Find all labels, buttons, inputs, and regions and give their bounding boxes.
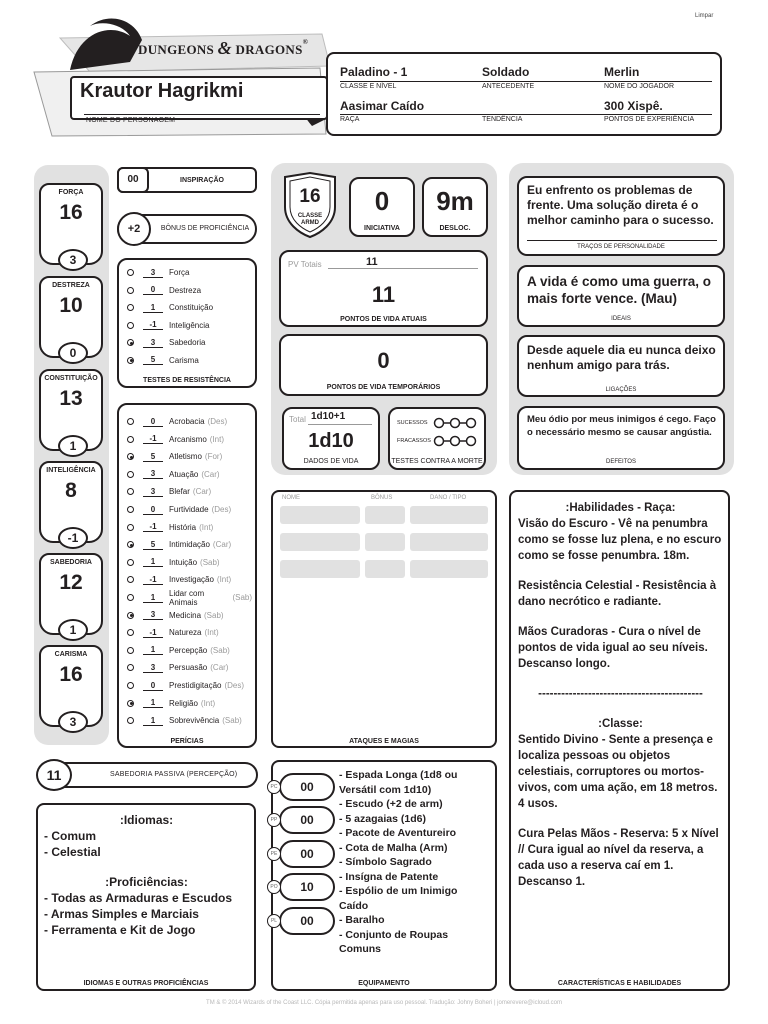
skill-row[interactable] [127, 466, 220, 483]
ability-modifier[interactable]: -1 [58, 527, 88, 549]
attack-row-2-damage[interactable] [410, 533, 488, 551]
text-line: - Insígna de Patente [339, 870, 439, 883]
ability-box [39, 183, 103, 265]
coin-type-label: PL [267, 914, 281, 928]
text-line: Resistência Celestial - Resistência à dano necrótico e radiante. [518, 580, 717, 608]
bonds-text[interactable]: Desde aquele dia eu nunca deixo nenhum amigo para trás. [527, 343, 716, 372]
skill-row[interactable] [127, 712, 242, 729]
skill-row[interactable] [127, 571, 231, 588]
proficiency-dot-icon[interactable] [127, 339, 134, 346]
inspiration-label: INSPIRAÇÃO [180, 177, 224, 184]
skill-row[interactable] [127, 431, 224, 448]
modifier-value[interactable]: 1 [143, 593, 163, 603]
row-name: Intimidação [169, 540, 210, 550]
ability-abbreviation: (Sab) [204, 610, 224, 620]
skill-row[interactable] [127, 642, 230, 659]
proficiency-dot-icon[interactable] [127, 524, 134, 531]
ability-score[interactable]: 10 [59, 294, 83, 317]
equipment-label: EQUIPAMENTO [358, 980, 410, 987]
row-name: Blefar [169, 487, 190, 497]
ideals-text[interactable]: A vida é como uma guerra, o mais forte vence. (Mau) [527, 274, 712, 306]
modifier-value[interactable]: 5 [143, 355, 163, 365]
proficiency-dot-icon[interactable] [127, 488, 134, 495]
max-hp-label: PV Totais [288, 260, 322, 269]
modifier-value[interactable]: 0 [143, 681, 163, 691]
row-name: Medicina [169, 610, 202, 620]
modifier-value[interactable]: -1 [143, 522, 163, 532]
hit-dice-total-label: Total [289, 415, 306, 424]
skill-row[interactable] [127, 624, 219, 641]
attack-row-3-damage[interactable] [410, 560, 488, 578]
coin-type-label: PO [267, 880, 281, 894]
ability-abbreviation: (Int) [216, 575, 232, 585]
proficiency-dot-icon[interactable] [127, 612, 134, 619]
coin-type-label: PE [267, 847, 281, 861]
ability-abbreviation: (For) [204, 452, 223, 462]
ability-modifier[interactable]: 3 [58, 249, 88, 271]
proficiency-dot-icon[interactable] [127, 664, 134, 671]
ability-abbreviation: (Car) [201, 469, 220, 479]
row-name: Furtividade [169, 505, 209, 514]
hit-dice-label: DADOS DE VIDA [303, 458, 359, 465]
proficiency-dot-icon[interactable] [127, 471, 134, 478]
ability-name: SABEDORIA [49, 559, 92, 566]
skill-row[interactable] [127, 554, 220, 571]
saving-throw-row[interactable] [127, 352, 199, 369]
hit-dice-total-value[interactable]: 1d10+1 [311, 411, 346, 422]
class-level-label: CLASSE E NÍVEL [340, 83, 397, 90]
skill-row[interactable] [127, 448, 222, 465]
proficiency-dot-icon[interactable] [127, 559, 134, 566]
saving-throw-row[interactable] [127, 264, 189, 281]
ability-name: INTELIGÊNCIA [46, 467, 96, 474]
ability-score[interactable]: 12 [59, 571, 83, 594]
text-line: Sentido Divino - Sente a presença e localiza pessoas ou objetos celestiais, corruptores ou mortos-vivos, com uma ação, em 18 metros. 4 usos. [518, 734, 718, 810]
skill-row[interactable] [127, 607, 224, 624]
attacks-col-bonus: BÔNUS [371, 495, 393, 501]
ability-score[interactable]: 13 [59, 387, 83, 410]
text-line [518, 702, 723, 716]
text-line: :Proficiências: [105, 875, 188, 889]
attack-row-2-bonus[interactable] [365, 533, 405, 551]
logo-text: DUNGEONS & DRAGONS® [138, 38, 309, 58]
armor-class-value[interactable]: 16 [299, 186, 321, 207]
death-save-circles[interactable] [433, 416, 481, 448]
text-line: - Todas as Armaduras e Escudos [44, 891, 233, 905]
ability-modifier[interactable]: 1 [58, 435, 88, 457]
proficiency-label: BÔNUS DE PROFICIÊNCIA [160, 225, 250, 232]
race-label: RAÇA [340, 116, 360, 123]
max-hp-value[interactable]: 11 [366, 256, 378, 268]
saving-throw-row[interactable] [127, 317, 209, 334]
speed-label: DESLOC. [439, 225, 471, 232]
text-line: :Idiomas: [119, 813, 174, 827]
equipment-text [339, 768, 489, 957]
skill-row[interactable] [127, 519, 213, 536]
ability-score[interactable]: 8 [65, 479, 77, 502]
ability-abbreviation: (Sab) [222, 716, 242, 726]
attacks-label: ATAQUES E MAGIAS [349, 738, 419, 745]
saving-throw-row[interactable] [127, 334, 205, 351]
modifier-value[interactable]: 1 [143, 303, 163, 313]
modifier-value[interactable]: 1 [143, 698, 163, 708]
text-line: - Celestial [44, 845, 101, 859]
row-name: Força [169, 268, 190, 277]
text-line [518, 812, 723, 826]
modifier-value[interactable]: 3 [143, 268, 163, 278]
text-line: - Pacote de Aventureiro [339, 827, 457, 839]
row-name: Destreza [169, 285, 202, 295]
proficiency-dot-icon[interactable] [127, 682, 134, 689]
row-name: Percepção [169, 645, 208, 655]
modifier-value[interactable]: -1 [143, 628, 163, 638]
modifier-value[interactable]: -1 [143, 320, 163, 330]
ability-box [39, 369, 103, 451]
ability-abbreviation: (Des) [211, 505, 232, 514]
race-value[interactable]: Aasimar Caído [340, 99, 425, 113]
row-name: Religião [169, 698, 198, 708]
experience-value[interactable]: 300 Xispê. [604, 99, 663, 113]
row-name: Lidar com Animais [169, 588, 205, 607]
saving-throw-row[interactable] [127, 282, 201, 299]
bonds-label: LIGAÇÕES [605, 387, 637, 393]
coin-value[interactable]: 00 [279, 907, 335, 935]
ability-box [39, 553, 103, 635]
ability-modifier[interactable]: 0 [58, 342, 88, 364]
proficiency-dot-icon[interactable] [127, 594, 134, 601]
temp-hp-label: PONTOS DE VIDA TEMPORÁRIOS [326, 384, 441, 391]
death-fail-label: FRACASSOS [397, 438, 431, 444]
modifier-value[interactable]: 3 [143, 610, 163, 620]
initiative-value[interactable]: 0 [374, 186, 390, 216]
proficiency-dot-icon[interactable] [127, 506, 134, 513]
current-hp-value[interactable]: 11 [371, 282, 396, 307]
modifier-value[interactable]: 3 [143, 487, 163, 497]
proficiencies-text [44, 812, 249, 938]
ability-abbreviation: (Des) [224, 681, 245, 690]
row-name: Atuação [169, 469, 199, 479]
flaws-label: DEFEITOS [606, 459, 636, 465]
text-line: - Escudo (+2 de arm) [339, 798, 443, 810]
attack-row-3-name[interactable] [280, 560, 360, 578]
text-line: - Cota de Malha (Arm) [339, 841, 448, 854]
proficiency-dot-icon[interactable] [127, 418, 134, 425]
text-line [44, 860, 249, 874]
text-line: - 5 azagaias (1d6) [339, 812, 426, 825]
modifier-value[interactable]: -1 [143, 434, 163, 444]
text-line: - Símbolo Sagrado [339, 856, 432, 868]
attack-row-1-bonus[interactable] [365, 506, 405, 524]
ability-abbreviation: (Car) [192, 487, 212, 497]
proficiency-dot-icon[interactable] [127, 700, 134, 707]
row-name: Constituição [169, 303, 214, 312]
modifier-value[interactable]: 0 [143, 505, 163, 515]
proficiency-dot-icon[interactable] [127, 541, 134, 548]
skill-row[interactable] [127, 659, 228, 676]
proficiency-dot-icon[interactable] [127, 322, 134, 329]
skill-row[interactable] [127, 501, 231, 518]
death-success-label: SUCESSOS [397, 420, 428, 426]
ability-name: FORÇA [58, 189, 84, 196]
row-name: Natureza [169, 628, 202, 638]
proficiency-dot-icon[interactable] [127, 629, 134, 636]
ability-abbreviation: (Sab) [200, 557, 220, 567]
row-name: Persuasão [169, 663, 208, 673]
flaws-text[interactable]: Meu ódio por meus inimigos é cego. Faço o necessário mesmo se causar angústia. [527, 414, 716, 438]
ability-modifier[interactable]: 1 [58, 619, 88, 641]
proficiency-dot-icon[interactable] [127, 576, 134, 583]
proficiency-dot-icon[interactable] [127, 717, 134, 724]
skill-row[interactable] [127, 589, 252, 606]
features-label: CARACTERÍSTICAS E HABILIDADES [557, 980, 682, 987]
saving-throw-row[interactable] [127, 299, 213, 316]
modifier-value[interactable]: 0 [143, 285, 163, 295]
ability-score[interactable]: 16 [59, 663, 83, 686]
personality-traits-text[interactable]: Eu enfrento os problemas de frente. Uma solução direta é o melhor caminho para o sucesso. [527, 183, 714, 227]
attacks-col-name: NOME [282, 495, 300, 501]
ability-abbreviation: (Int) [199, 522, 214, 532]
ability-abbreviation: (Sab) [232, 593, 252, 602]
skills-label: PERÍCIAS [170, 738, 204, 745]
modifier-value[interactable]: 0 [143, 417, 163, 427]
row-name: Intuição [169, 557, 198, 567]
proficiency-dot-icon[interactable] [127, 453, 134, 460]
saving-throws-label: TESTES DE RESISTÊNCIA [143, 377, 231, 384]
passive-perception-label: SABEDORIA PASSIVA (PERCEPÇÃO) [110, 771, 238, 778]
speed-value[interactable]: 9m [436, 186, 474, 216]
passive-perception-value[interactable]: 11 [36, 759, 72, 791]
text-line: ------------------------------------------- [538, 688, 703, 700]
text-line [518, 564, 723, 578]
row-name: História [169, 522, 197, 532]
text-line: - Armas Simples e Marciais [44, 907, 199, 921]
row-name: Investigação [169, 575, 214, 585]
text-line: - Conjunto de Roupas Comuns [339, 928, 449, 955]
skill-row[interactable] [127, 483, 211, 500]
footer-copyright: TM & © 2014 Wizards of the Coast LLC. Cópia permitida apenas para uso pessoal. Tradução: Johny Boheri | jomerevere@icloud.com [206, 1000, 562, 1006]
ability-box [39, 461, 103, 543]
initiative-label: INICIATIVA [364, 225, 400, 232]
ability-modifier[interactable]: 3 [58, 711, 88, 733]
hit-dice-value[interactable]: 1d10 [308, 430, 354, 452]
attack-row-3-bonus[interactable] [365, 560, 405, 578]
row-name: Sabedoria [169, 338, 206, 347]
modifier-value[interactable]: 1 [143, 557, 163, 567]
proficiency-dot-icon[interactable] [127, 357, 134, 364]
background-label: ANTECEDENTE [482, 83, 535, 90]
skill-row[interactable] [127, 536, 231, 553]
modifier-value[interactable]: 3 [143, 469, 163, 479]
features-text [518, 500, 723, 890]
row-name: Prestidigitação [169, 681, 222, 690]
text-line: - Espada Longa (1d8 ou Versátil com 1d10) [339, 769, 458, 796]
row-name: Arcanismo [169, 434, 207, 444]
ability-abbreviation: (Int) [200, 698, 216, 708]
ability-abbreviation: (Car) [212, 540, 232, 550]
proficiency-dot-icon[interactable] [127, 647, 134, 654]
coin-value[interactable]: 00 [279, 773, 335, 801]
ability-name: CONSTITUIÇÃO [44, 375, 98, 382]
coin-value[interactable]: 00 [279, 806, 335, 834]
background-value[interactable]: Soldado [482, 65, 530, 79]
text-line: Mãos Curadoras - Cura o nível de pontos de vida igual ao seu níveis. Descanso longo. [518, 626, 708, 670]
player-name-label: NOME DO JOGADOR [604, 83, 675, 90]
coin-type-label: PP [267, 813, 281, 827]
ability-box [39, 276, 103, 358]
character-name[interactable]: Krautor Hagrikmi [80, 80, 244, 102]
text-line: - Ferramenta e Kit de Jogo [44, 923, 196, 937]
ability-name: CARISMA [54, 651, 88, 658]
modifier-value[interactable]: 1 [143, 716, 163, 726]
personality-traits-label: TRAÇOS DE PERSONALIDADE [577, 244, 665, 250]
text-line [518, 672, 723, 686]
proficiencies-label: IDIOMAS E OUTRAS PROFICIÊNCIAS [83, 980, 209, 987]
ability-abbreviation: (Int) [204, 628, 219, 638]
proficiency-dot-icon[interactable] [127, 269, 134, 276]
row-name: Carisma [169, 355, 199, 365]
character-name-label: NOME DO PERSONAGEM [86, 117, 176, 124]
attacks-box [271, 490, 497, 748]
player-name-value[interactable]: Merlin [604, 65, 640, 79]
alignment-label: TENDÊNCIA [482, 116, 523, 123]
inspiration-value[interactable]: 00 [117, 167, 149, 193]
current-hp-label: PONTOS DE VIDA ATUAIS [340, 316, 427, 323]
modifier-value[interactable]: 1 [143, 645, 163, 655]
text-line: Visão do Escuro - Vê na penumbra como se fosse luz plena, e no escuro como se fosse penumbra. 18m. [518, 518, 722, 562]
modifier-value[interactable]: 3 [143, 338, 163, 348]
modifier-value[interactable]: 5 [143, 540, 163, 550]
armor-class-label: CLASSE ARMD [297, 213, 323, 226]
row-name: Atletismo [169, 452, 202, 462]
proficiency-dot-icon[interactable] [127, 436, 134, 443]
ability-box [39, 645, 103, 727]
proficiency-dot-icon[interactable] [127, 287, 134, 294]
text-line [518, 610, 723, 624]
text-line: Cura Pelas Mãos - Reserva: 5 x Nível // Cura igual ao nível da reserva, a cada uso a reserva caí em 1. Descanso 1. [518, 828, 719, 888]
row-name: Acrobacia [169, 417, 205, 426]
experience-label: PONTOS DE EXPERIÊNCIA [604, 116, 695, 123]
proficiency-dot-icon[interactable] [127, 304, 134, 311]
row-name: Sobrevivência [169, 716, 220, 726]
coin-value[interactable]: 00 [279, 840, 335, 868]
death-saves-label: TESTES CONTRA A MORTE [391, 458, 483, 465]
coin-type-label: PC [267, 780, 281, 794]
attacks-col-damage: DANO / TIPO [430, 495, 467, 501]
ability-abbreviation: (Sab) [210, 645, 230, 655]
text-line: :Classe: [598, 718, 643, 730]
skill-row[interactable] [127, 413, 227, 430]
text-line: - Baralho [339, 914, 385, 926]
attack-row-2-name[interactable] [280, 533, 360, 551]
proficiency-value[interactable]: +2 [117, 212, 151, 246]
modifier-value[interactable]: -1 [143, 575, 163, 585]
attack-row-1-damage[interactable] [410, 506, 488, 524]
temp-hp-value[interactable]: 0 [377, 348, 390, 373]
coin-value[interactable]: 10 [279, 873, 335, 901]
ability-abbreviation: (Des) [207, 417, 228, 426]
text-line: - Espólio de um Inimigo Caído [339, 885, 458, 912]
ideals-label: IDEAIS [611, 316, 631, 322]
ability-abbreviation: (Car) [210, 663, 229, 673]
row-name: Inteligência [169, 320, 210, 330]
modifier-value[interactable]: 5 [143, 452, 163, 462]
attack-row-1-name[interactable] [280, 506, 360, 524]
class-level-value[interactable]: Paladino - 1 [340, 65, 408, 79]
skill-row[interactable] [127, 677, 244, 694]
ability-name: DESTREZA [52, 282, 90, 289]
ability-score[interactable]: 16 [59, 201, 83, 224]
skill-row[interactable] [127, 695, 215, 712]
text-line: - Comum [44, 829, 96, 843]
modifier-value[interactable]: 3 [143, 663, 163, 673]
text-line: :Habilidades - Raça: [565, 502, 676, 514]
clear-button[interactable]: Limpar [695, 13, 714, 19]
ability-abbreviation: (Int) [209, 434, 225, 444]
